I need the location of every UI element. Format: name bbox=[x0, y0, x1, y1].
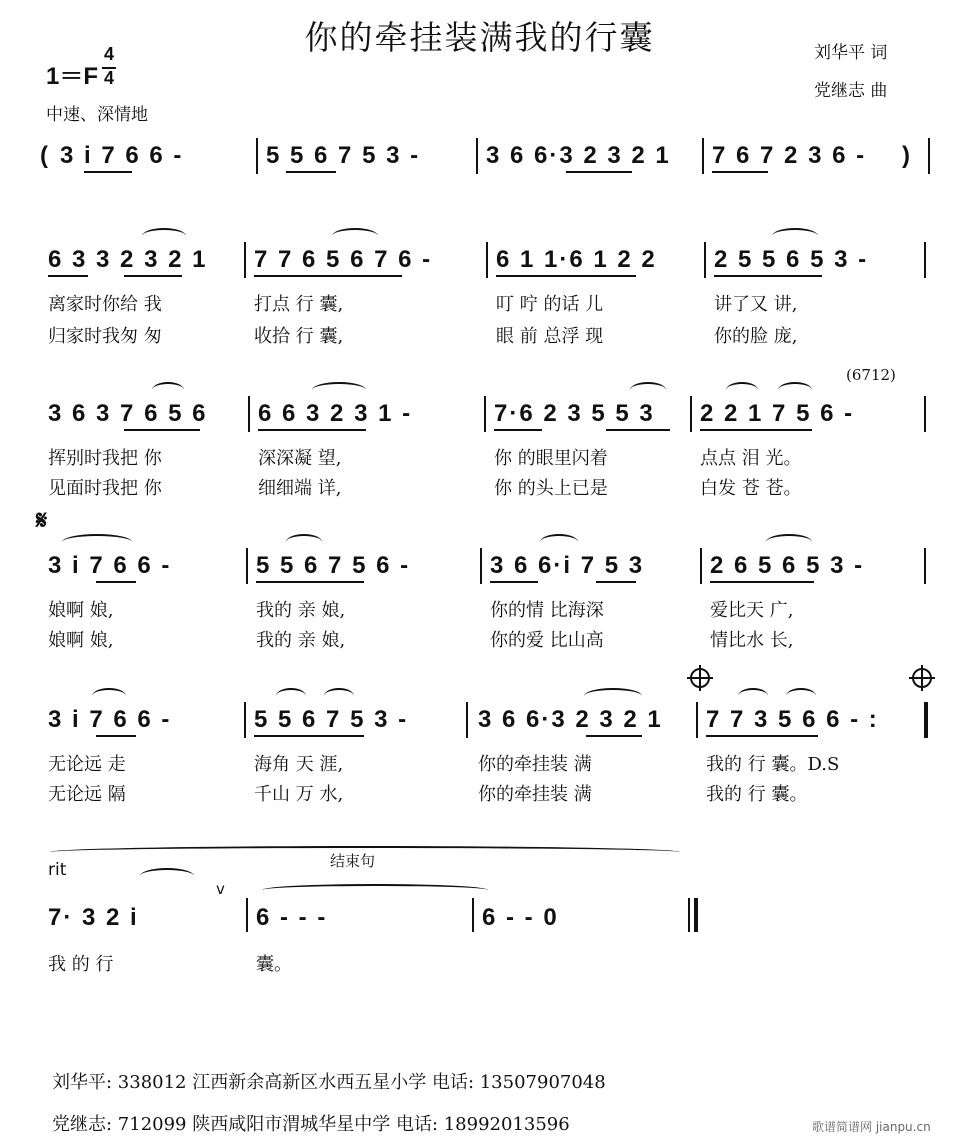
verse2-lyric2-m4: 白发 苍 苍。 bbox=[700, 478, 802, 499]
beam-underline bbox=[586, 735, 642, 737]
chorus2-lyric1-m4: 我的 行 囊。D.S bbox=[706, 754, 840, 775]
chorus2-measure-3: 3 6 6·3 2 3 2 1 bbox=[478, 706, 663, 733]
beam-underline bbox=[256, 581, 364, 583]
verse1-lyric2-m4: 你的脸 庞, bbox=[714, 326, 798, 347]
barline bbox=[928, 138, 930, 174]
beam-underline bbox=[494, 429, 542, 431]
ending-measure-3: 6 - - 0 bbox=[482, 904, 559, 931]
slur bbox=[766, 534, 812, 550]
barline bbox=[472, 898, 474, 932]
verse2-measure-3: 7·6 2 3 5 5 3 bbox=[494, 400, 655, 427]
barline bbox=[244, 702, 246, 738]
tempo-marking: 中速、深情地 bbox=[46, 105, 148, 125]
slur bbox=[332, 228, 378, 244]
coda-sign-icon bbox=[690, 668, 710, 688]
chorus2-lyric2-m2: 千山 万 水, bbox=[254, 784, 344, 805]
beam-underline bbox=[712, 171, 768, 173]
verse2-measure-1: 3 6 3 7 6 5 6 bbox=[48, 400, 208, 427]
beam-underline bbox=[496, 275, 636, 277]
verse1-measure-3: 6 1 1·6 1 2 2 bbox=[496, 246, 657, 273]
barline bbox=[244, 242, 246, 278]
ending-measure-1: 7· 3 2 i bbox=[48, 904, 139, 931]
contact-lyricist: 刘华平: 338012 江西新余高新区水西五星小学 电话: 13507907048 bbox=[52, 1072, 606, 1093]
barline bbox=[688, 898, 690, 932]
verse2-lyric1-m2: 深深凝 望, bbox=[258, 448, 342, 469]
slur bbox=[140, 868, 194, 884]
ending-measure-2: 6 - - - bbox=[256, 904, 328, 931]
chorus2-measure-2: 5 5 6 7 5 3 - bbox=[254, 706, 409, 733]
barline bbox=[246, 548, 248, 584]
time-signature-bottom: 4 bbox=[104, 68, 115, 88]
intro-open-paren: ( bbox=[40, 142, 50, 169]
verse2-lyric2-m2: 细细端 详, bbox=[258, 478, 342, 499]
beam-underline bbox=[714, 275, 822, 277]
verse1-measure-2: 7 7 6 5 6 7 6 - bbox=[254, 246, 433, 273]
beam-underline bbox=[254, 735, 364, 737]
verse2-lyric2-m1: 见面时我把 你 bbox=[48, 478, 162, 499]
barline bbox=[690, 396, 692, 432]
alternate-notes: (6712) bbox=[846, 366, 896, 384]
beam-underline bbox=[258, 429, 366, 431]
verse2-lyric1-m1: 挥别时我把 你 bbox=[48, 448, 162, 469]
chorus1-measure-1: 3 i 7 6 6 - bbox=[48, 552, 172, 579]
slur bbox=[584, 688, 642, 704]
breath-mark: v bbox=[216, 880, 225, 898]
repeat-end-barline bbox=[924, 702, 928, 738]
chorus1-lyric2-m1: 娘啊 娘, bbox=[48, 630, 114, 651]
beam-underline bbox=[48, 275, 88, 277]
slur bbox=[630, 382, 666, 398]
chorus1-measure-2: 5 5 6 7 5 6 - bbox=[256, 552, 411, 579]
verse2-measure-4: 2 2 1 7 5 6 - bbox=[700, 400, 855, 427]
ending-label: 结束句 bbox=[330, 852, 376, 870]
beam-underline bbox=[566, 171, 632, 173]
slur bbox=[772, 228, 818, 244]
beam-underline bbox=[700, 429, 812, 431]
beam-underline bbox=[286, 171, 336, 173]
chorus1-lyric1-m1: 娘啊 娘, bbox=[48, 600, 114, 621]
chorus1-lyric2-m2: 我的 亲 娘, bbox=[256, 630, 346, 651]
rit-marking: rit bbox=[48, 860, 67, 880]
chorus2-lyric2-m4: 我的 行 囊。 bbox=[706, 784, 808, 805]
slur bbox=[312, 382, 366, 398]
slur bbox=[540, 534, 578, 550]
chorus1-lyric1-m4: 爱比天 广, bbox=[710, 600, 794, 621]
barline bbox=[924, 548, 926, 584]
barline bbox=[484, 396, 486, 432]
tie bbox=[262, 884, 488, 896]
slur bbox=[778, 382, 812, 398]
barline bbox=[248, 396, 250, 432]
slur bbox=[152, 382, 184, 398]
barline bbox=[702, 138, 704, 174]
segno-sign: 𝄋 bbox=[36, 506, 48, 536]
chorus1-lyric1-m2: 我的 亲 娘, bbox=[256, 600, 346, 621]
chorus2-lyric1-m2: 海角 天 涯, bbox=[254, 754, 344, 775]
slur bbox=[276, 688, 306, 704]
chorus1-measure-3: 3 6 6·i 7 5 3 bbox=[490, 552, 645, 579]
beam-underline bbox=[124, 429, 200, 431]
slur bbox=[92, 688, 126, 704]
lyricist-credit: 刘华平 词 bbox=[814, 43, 888, 63]
page-title: 你的牵挂装满我的行囊 bbox=[304, 18, 655, 57]
intro-measure-2: 5 5 6 7 5 3 - bbox=[266, 142, 421, 169]
verse2-lyric2-m3: 你 的头上已是 bbox=[494, 478, 608, 499]
slur bbox=[726, 382, 758, 398]
beam-underline bbox=[124, 275, 182, 277]
chorus2-measure-4: 7 7 3 5 6 6 - : bbox=[706, 706, 879, 733]
barline bbox=[700, 548, 702, 584]
verse1-lyric2-m2: 收拾 行 囊, bbox=[254, 326, 344, 347]
barline bbox=[480, 548, 482, 584]
beam-underline bbox=[84, 171, 132, 173]
composer-credit: 党继志 曲 bbox=[814, 81, 888, 101]
beam-underline bbox=[706, 735, 818, 737]
slur bbox=[738, 688, 768, 704]
verse1-lyric2-m3: 眼 前 总浮 现 bbox=[496, 326, 604, 347]
key-signature: 1＝F bbox=[46, 63, 99, 90]
chorus1-lyric1-m3: 你的情 比海深 bbox=[490, 600, 604, 621]
verse1-lyric1-m3: 叮 咛 的话 儿 bbox=[496, 294, 604, 315]
chorus1-lyric2-m4: 情比水 长, bbox=[710, 630, 794, 651]
final-barline bbox=[694, 898, 698, 932]
chorus1-measure-4: 2 6 5 6 5 3 - bbox=[710, 552, 865, 579]
chorus2-lyric2-m3: 你的牵挂装 满 bbox=[478, 784, 592, 805]
beam-underline bbox=[490, 581, 538, 583]
coda-sign-icon bbox=[912, 668, 932, 688]
chorus2-lyric1-m1: 无论远 走 bbox=[48, 754, 126, 775]
verse1-lyric1-m1: 离家时你给 我 bbox=[48, 294, 162, 315]
beam-underline bbox=[596, 581, 636, 583]
ending-lyric-2: 囊。 bbox=[256, 954, 292, 975]
slur bbox=[142, 228, 186, 244]
beam-underline bbox=[254, 275, 402, 277]
slur bbox=[62, 534, 132, 550]
chorus2-measure-1: 3 i 7 6 6 - bbox=[48, 706, 172, 733]
barline bbox=[476, 138, 478, 174]
chorus2-lyric1-m3: 你的牵挂装 满 bbox=[478, 754, 592, 775]
slur bbox=[786, 688, 816, 704]
chorus1-lyric2-m3: 你的爱 比山高 bbox=[490, 630, 604, 651]
verse2-measure-2: 6 6 3 2 3 1 - bbox=[258, 400, 413, 427]
beam-underline bbox=[606, 429, 670, 431]
barline bbox=[704, 242, 706, 278]
beam-underline bbox=[96, 735, 136, 737]
contact-composer: 党继志: 712099 陕西咸阳市渭城华星中学 电话: 18992013596 bbox=[52, 1114, 570, 1135]
intro-measure-1: 3 i 7 6 6 - bbox=[60, 142, 184, 169]
slur bbox=[286, 534, 322, 550]
time-signature-top: 4 bbox=[104, 44, 115, 64]
barline bbox=[696, 702, 698, 738]
ending-lyric-1: 我 的 行 bbox=[48, 954, 114, 975]
verse1-lyric1-m2: 打点 行 囊, bbox=[254, 294, 344, 315]
intro-close-paren: ) bbox=[902, 142, 912, 169]
barline bbox=[246, 898, 248, 932]
barline bbox=[924, 396, 926, 432]
barline bbox=[466, 702, 468, 738]
barline bbox=[486, 242, 488, 278]
site-watermark: 歌谱简谱网 jianpu.cn bbox=[812, 1120, 931, 1134]
intro-measure-4: 7 6 7 2 3 6 - bbox=[712, 142, 867, 169]
barline bbox=[256, 138, 258, 174]
verse1-measure-4: 2 5 5 6 5 3 - bbox=[714, 246, 869, 273]
verse2-lyric1-m3: 你 的眼里闪着 bbox=[494, 448, 608, 469]
verse1-lyric2-m1: 归家时我匆 匆 bbox=[48, 326, 162, 347]
verse1-lyric1-m4: 讲了又 讲, bbox=[714, 294, 798, 315]
chorus2-lyric2-m1: 无论远 隔 bbox=[48, 784, 126, 805]
verse2-lyric1-m4: 点点 泪 光。 bbox=[700, 448, 802, 469]
beam-underline bbox=[96, 581, 136, 583]
barline bbox=[924, 242, 926, 278]
beam-underline bbox=[710, 581, 814, 583]
verse1-measure-1: 6 3 3 2 3 2 1 bbox=[48, 246, 208, 273]
slur bbox=[324, 688, 354, 704]
intro-measure-3: 3 6 6·3 2 3 2 1 bbox=[486, 142, 671, 169]
